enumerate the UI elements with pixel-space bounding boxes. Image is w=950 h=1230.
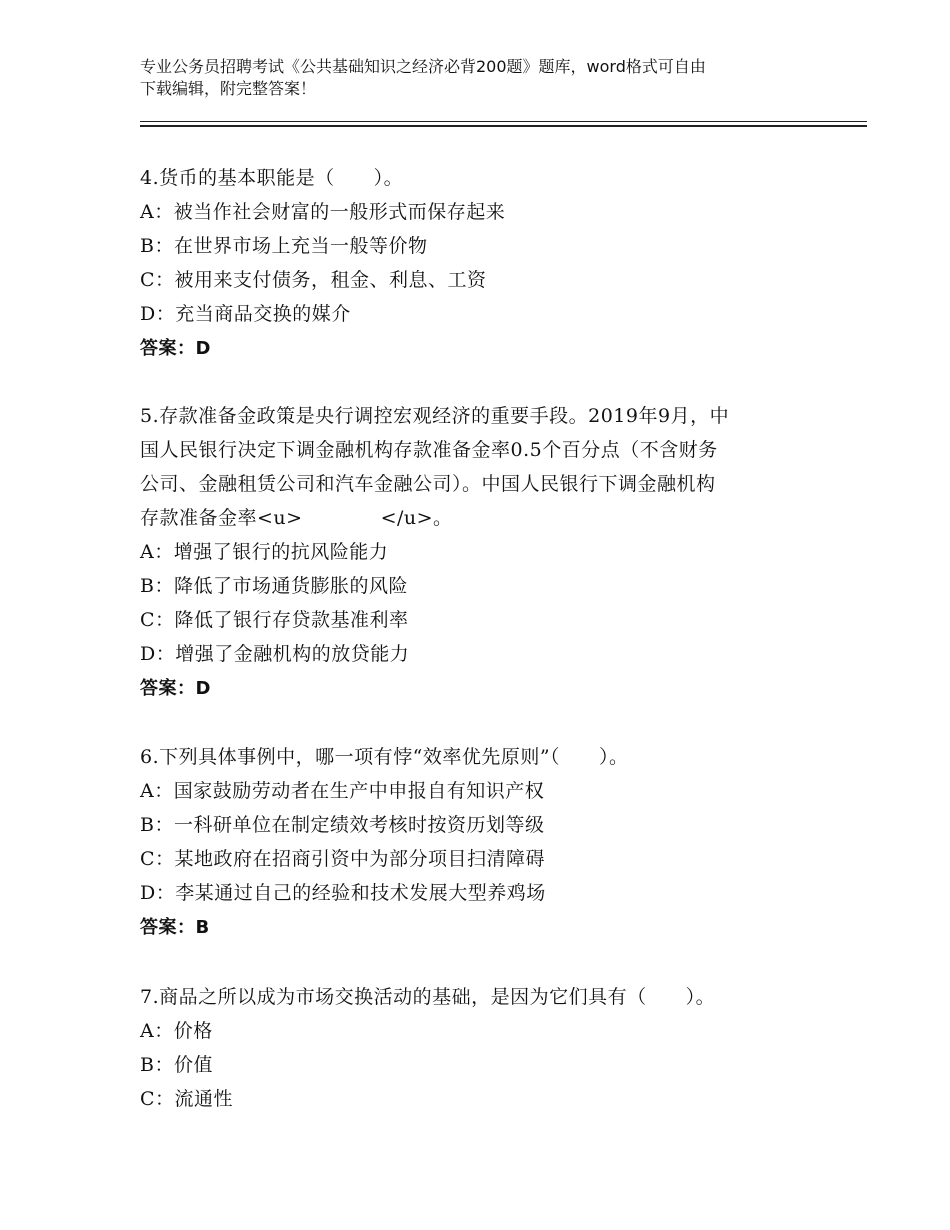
option-c: C：被用来支付债务，租金、利息、工资 (140, 269, 487, 291)
question-stem: 6.下列具体事例中，哪一项有悖“效率优先原则”（ ）。 (140, 746, 629, 768)
option-b: B：价值 (140, 1054, 213, 1076)
option-a: A：增强了银行的抗风险能力 (140, 541, 389, 563)
header-line-2: 下载编辑，附完整答案！ (140, 79, 317, 98)
question-stem: 7.商品之所以成为市场交换活动的基础，是因为它们具有（ ）。 (140, 986, 716, 1008)
option-b: B：在世界市场上充当一般等价物 (140, 235, 428, 257)
option-d: D：充当商品交换的媒介 (140, 303, 351, 325)
header-rule-thin (140, 121, 867, 122)
option-c: C：降低了银行存贷款基准利率 (140, 609, 409, 631)
option-d: D：李某通过自己的经验和技术发展大型养鸡场 (140, 882, 546, 904)
option-a: A：被当作社会财富的一般形式而保存起来 (140, 201, 506, 223)
option-a: A：价格 (140, 1020, 213, 1042)
question-stem: 4.货币的基本职能是（ ）。 (140, 167, 404, 189)
question-stem-line-3: 公司、金融租赁公司和汽车金融公司）。中国人民银行下调金融机构 (140, 473, 716, 495)
answer: 答案：B (140, 917, 210, 938)
option-b: B：降低了市场通货膨胀的风险 (140, 575, 408, 597)
header-rule-thick (140, 125, 867, 127)
header-text (140, 56, 820, 100)
answer: 答案：D (140, 678, 211, 699)
option-b: B：一科研单位在制定绩效考核时按资历划等级 (140, 814, 545, 836)
question-stem-line-1: 5.存款准备金政策是央行调控宏观经济的重要手段。2019年9月，中 (140, 405, 730, 427)
header-line-1: 专业公务员招聘考试《公共基础知识之经济必背200题》题库，word格式可自由 (140, 57, 706, 76)
option-d: D：增强了金融机构的放贷能力 (140, 643, 410, 665)
option-a: A：国家鼓励劳动者在生产中申报自有知识产权 (140, 780, 545, 802)
option-c: C：某地政府在招商引资中为部分项目扫清障碍 (140, 848, 546, 870)
question-stem-line-2: 国人民银行决定下调金融机构存款准备金率0.5个百分点（不含财务 (140, 439, 718, 461)
option-c: C：流通性 (140, 1088, 234, 1110)
question-stem-line-4: 存款准备金率<u> </u>。 (140, 507, 453, 529)
answer: 答案：D (140, 338, 211, 359)
